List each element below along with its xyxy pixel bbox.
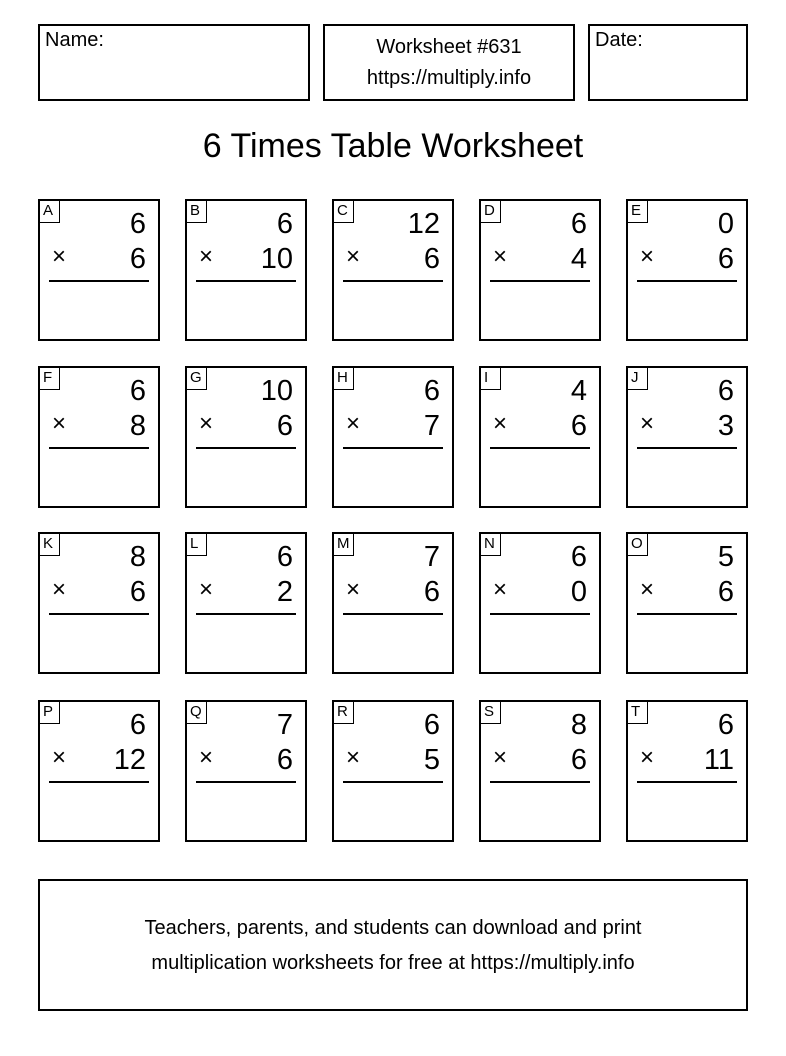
- problem-letter: A: [40, 201, 60, 223]
- multiplier: 6: [423, 576, 440, 608]
- answer-line: [343, 781, 443, 783]
- multiplier: 6: [570, 410, 587, 442]
- footer-line-2: multiplication worksheets for free at https://multiply.info: [151, 952, 635, 974]
- problem-card-h[interactable]: [332, 366, 454, 508]
- problem-card-r[interactable]: [332, 700, 454, 842]
- times-sign: ×: [493, 410, 508, 437]
- multiplier: 6: [570, 744, 587, 776]
- multiplier: 2: [276, 576, 293, 608]
- problem-card-j[interactable]: [626, 366, 748, 508]
- times-sign: ×: [199, 744, 214, 771]
- worksheet-url: https://multiply.info: [366, 67, 532, 89]
- multiplicand: 12: [407, 208, 440, 240]
- answer-line: [343, 280, 443, 282]
- problem-letter: C: [334, 201, 354, 223]
- problem-card-q[interactable]: [185, 700, 307, 842]
- answer-line: [637, 781, 737, 783]
- worksheet-info-box: [323, 24, 575, 101]
- multiplicand: 0: [717, 208, 734, 240]
- problem-letter: E: [628, 201, 648, 223]
- times-sign: ×: [346, 410, 361, 437]
- times-sign: ×: [346, 744, 361, 771]
- problem-letter: B: [187, 201, 207, 223]
- times-sign: ×: [52, 744, 67, 771]
- times-sign: ×: [346, 576, 361, 603]
- multiplicand: 6: [129, 208, 146, 240]
- problem-card-c[interactable]: [332, 199, 454, 341]
- multiplier: 5: [423, 744, 440, 776]
- multiplicand: 10: [260, 375, 293, 407]
- multiplier: 6: [129, 576, 146, 608]
- multiplicand: 6: [717, 375, 734, 407]
- problem-letter: F: [40, 368, 60, 390]
- multiplier: 6: [423, 243, 440, 275]
- answer-line: [49, 781, 149, 783]
- multiplier: 6: [129, 243, 146, 275]
- times-sign: ×: [199, 410, 214, 437]
- problem-letter: M: [334, 534, 354, 556]
- times-sign: ×: [52, 243, 67, 270]
- problem-card-p[interactable]: [38, 700, 160, 842]
- answer-line: [196, 280, 296, 282]
- problem-letter: R: [334, 702, 354, 724]
- problem-card-a[interactable]: [38, 199, 160, 341]
- problem-letter: O: [628, 534, 648, 556]
- times-sign: ×: [346, 243, 361, 270]
- times-sign: ×: [493, 243, 508, 270]
- problem-card-s[interactable]: [479, 700, 601, 842]
- problem-card-f[interactable]: [38, 366, 160, 508]
- times-sign: ×: [640, 243, 655, 270]
- problem-letter: J: [628, 368, 648, 390]
- multiplier: 7: [423, 410, 440, 442]
- problem-letter: N: [481, 534, 501, 556]
- answer-line: [637, 613, 737, 615]
- multiplier: 4: [570, 243, 587, 275]
- multiplier: 3: [717, 410, 734, 442]
- answer-line: [49, 447, 149, 449]
- footer-box: [38, 879, 748, 1011]
- times-sign: ×: [199, 243, 214, 270]
- multiplicand: 7: [423, 541, 440, 573]
- multiplicand: 5: [717, 541, 734, 573]
- multiplicand: 6: [129, 375, 146, 407]
- footer-line-1: Teachers, parents, and students can download and print: [144, 917, 642, 939]
- multiplier: 6: [717, 576, 734, 608]
- problem-card-b[interactable]: [185, 199, 307, 341]
- multiplicand: 4: [570, 375, 587, 407]
- problem-card-l[interactable]: [185, 532, 307, 674]
- multiplier: 6: [717, 243, 734, 275]
- problem-letter: G: [187, 368, 207, 390]
- times-sign: ×: [52, 576, 67, 603]
- problem-card-k[interactable]: [38, 532, 160, 674]
- multiplicand: 6: [570, 541, 587, 573]
- problem-card-n[interactable]: [479, 532, 601, 674]
- name-box[interactable]: [38, 24, 310, 101]
- multiplicand: 8: [129, 541, 146, 573]
- multiplier: 12: [113, 744, 146, 776]
- problem-letter: S: [481, 702, 501, 724]
- answer-line: [637, 280, 737, 282]
- answer-line: [196, 781, 296, 783]
- problem-letter: L: [187, 534, 207, 556]
- problem-card-m[interactable]: [332, 532, 454, 674]
- problem-letter: T: [628, 702, 648, 724]
- times-sign: ×: [493, 744, 508, 771]
- multiplicand: 6: [276, 208, 293, 240]
- times-sign: ×: [640, 410, 655, 437]
- problem-card-i[interactable]: [479, 366, 601, 508]
- problem-card-d[interactable]: [479, 199, 601, 341]
- answer-line: [637, 447, 737, 449]
- multiplier: 6: [276, 410, 293, 442]
- multiplicand: 6: [423, 375, 440, 407]
- multiplier: 8: [129, 410, 146, 442]
- problem-letter: P: [40, 702, 60, 724]
- multiplicand: 8: [570, 709, 587, 741]
- problem-letter: I: [481, 368, 501, 390]
- multiplier: 11: [703, 744, 734, 776]
- worksheet-number: Worksheet #631: [376, 36, 522, 58]
- answer-line: [49, 613, 149, 615]
- multiplicand: 6: [129, 709, 146, 741]
- multiplier: 10: [260, 243, 293, 275]
- multiplicand: 6: [717, 709, 734, 741]
- problem-card-e[interactable]: [626, 199, 748, 341]
- problem-letter: Q: [187, 702, 207, 724]
- page-title: 6 Times Table Worksheet: [202, 127, 584, 165]
- name-label: Name:: [45, 29, 104, 51]
- answer-line: [490, 613, 590, 615]
- date-label: Date:: [595, 29, 643, 51]
- date-box[interactable]: [588, 24, 748, 101]
- problem-letter: K: [40, 534, 60, 556]
- problem-letter: D: [481, 201, 501, 223]
- multiplicand: 7: [276, 709, 293, 741]
- multiplicand: 6: [570, 208, 587, 240]
- multiplicand: 6: [276, 541, 293, 573]
- answer-line: [49, 280, 149, 282]
- answer-line: [196, 447, 296, 449]
- answer-line: [490, 280, 590, 282]
- problem-card-o[interactable]: [626, 532, 748, 674]
- times-sign: ×: [640, 744, 655, 771]
- times-sign: ×: [52, 410, 67, 437]
- problem-letter: H: [334, 368, 354, 390]
- times-sign: ×: [493, 576, 508, 603]
- answer-line: [196, 613, 296, 615]
- times-sign: ×: [640, 576, 655, 603]
- answer-line: [490, 447, 590, 449]
- problem-card-g[interactable]: [185, 366, 307, 508]
- answer-line: [490, 781, 590, 783]
- multiplier: 0: [570, 576, 587, 608]
- times-sign: ×: [199, 576, 214, 603]
- multiplier: 6: [276, 744, 293, 776]
- problem-card-t[interactable]: [626, 700, 748, 842]
- answer-line: [343, 447, 443, 449]
- multiplicand: 6: [423, 709, 440, 741]
- answer-line: [343, 613, 443, 615]
